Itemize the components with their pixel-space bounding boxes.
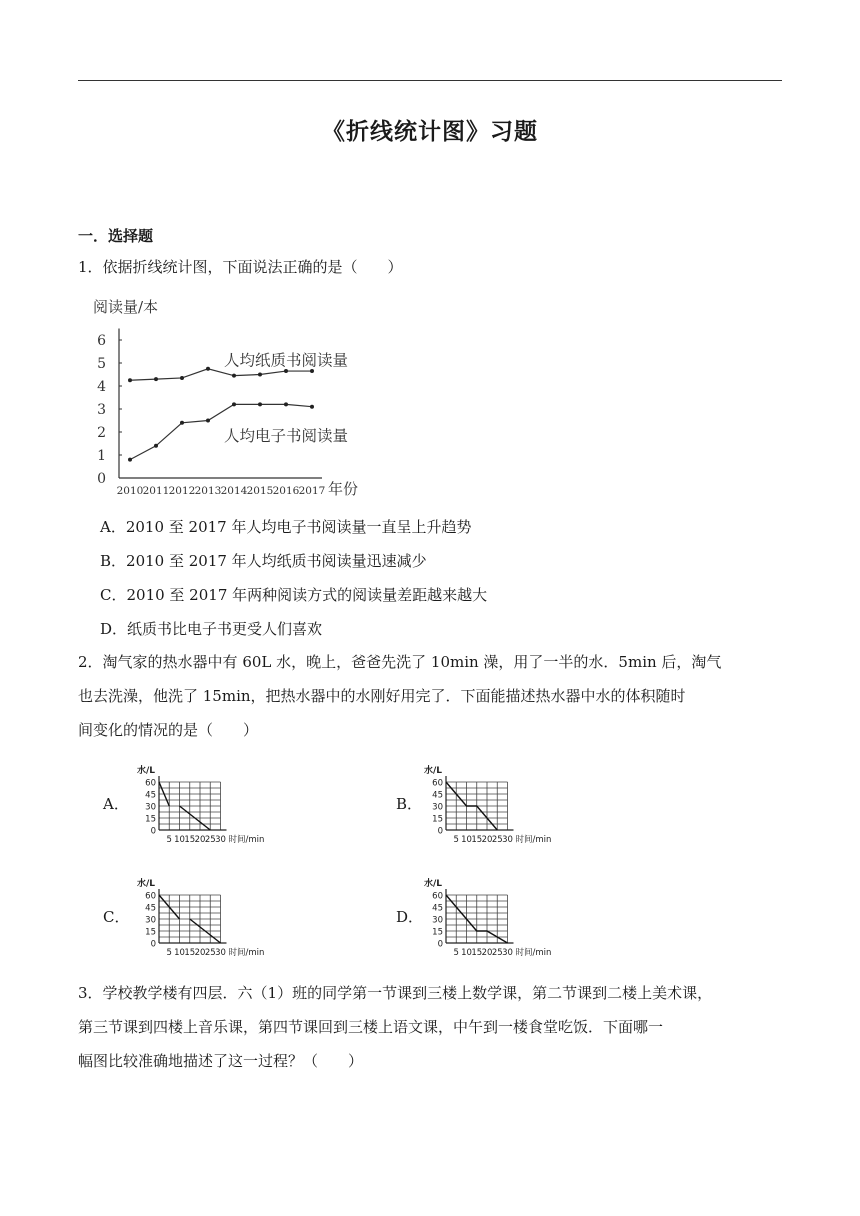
x-tick-label: 2016: [272, 485, 300, 497]
x-tick-label: 10: [461, 948, 472, 958]
y-axis-label: 水/L: [137, 879, 156, 889]
series-label: 人均纸质书阅读量: [224, 351, 349, 370]
water-chart-d: [420, 868, 590, 960]
y-tick-label: 2: [97, 425, 106, 441]
x-tick-label: 20: [481, 948, 493, 958]
question-2-line-1: 2．淘气家的热水器中有 60L 水，晚上，爸爸先洗了 10min 澡，用了一半的水．5min 后，淘气: [78, 653, 722, 671]
y-tick-label: 0: [150, 939, 156, 950]
x-tick-label: 2015: [246, 485, 274, 497]
data-point: [310, 369, 314, 373]
x-tick-label: 2014: [220, 485, 248, 497]
option-b-label: B．: [396, 795, 423, 813]
data-point: [206, 367, 210, 371]
question-3-line-3: 幅图比较准确地描述了这一过程？（ ）: [78, 1052, 364, 1070]
reading-line-chart: [85, 288, 425, 508]
x-tick-label: 20: [481, 835, 493, 845]
y-tick-label: 60: [145, 778, 156, 789]
y-tick-label: 0: [437, 939, 443, 950]
y-tick-label: 0: [150, 826, 156, 837]
y-tick-label: 30: [432, 915, 443, 926]
y-axis-label: 水/L: [424, 879, 443, 889]
x-axis-label: 时间/min: [228, 835, 265, 845]
x-tick-label: 2017: [298, 485, 326, 497]
x-tick-label: 10: [461, 835, 472, 845]
x-tick-label: 2010: [116, 485, 144, 497]
y-tick-label: 45: [145, 790, 156, 801]
data-point: [154, 444, 158, 448]
data-point: [258, 402, 262, 406]
x-tick-label: 15: [471, 835, 483, 845]
x-tick-label: 5: [453, 948, 459, 958]
x-tick-label: 15: [184, 835, 196, 845]
water-chart-c: [133, 868, 303, 960]
data-point: [128, 378, 132, 382]
data-point: [232, 402, 236, 406]
data-point: [284, 402, 288, 406]
y-tick-label: 45: [432, 790, 443, 801]
y-tick-label: 60: [432, 778, 443, 789]
data-point: [258, 373, 262, 377]
x-axis-label: 时间/min: [515, 835, 552, 845]
option-a-label: A．: [103, 795, 129, 813]
y-tick-label: 30: [432, 802, 443, 813]
y-tick-label: 4: [97, 379, 106, 395]
x-tick-label: 2011: [142, 485, 170, 497]
x-tick-label: 15: [471, 948, 483, 958]
x-axis-label: 时间/min: [515, 948, 552, 958]
y-tick-label: 45: [432, 903, 443, 914]
y-tick-label: 15: [145, 927, 156, 938]
x-tick-label: 30: [215, 835, 226, 845]
x-tick-label: 20: [194, 835, 206, 845]
x-tick-label: 15: [184, 948, 196, 958]
x-tick-label: 30: [502, 835, 513, 845]
page-title: 《折线统计图》习题: [322, 118, 538, 145]
y-tick-label: 5: [97, 356, 106, 372]
y-axis-label: 阅读量/本: [93, 298, 159, 316]
x-tick-label: 5: [453, 835, 459, 845]
y-tick-label: 60: [432, 891, 443, 902]
y-tick-label: 30: [145, 802, 156, 813]
question-1-stem: 1．依据折线统计图，下面说法正确的是（ ）: [78, 258, 403, 276]
y-tick-label: 0: [97, 471, 106, 487]
question-1-option-b: B．2010 至 2017 年人均纸质书阅读量迅速减少: [100, 552, 427, 570]
y-tick-label: 15: [432, 927, 443, 938]
data-point: [310, 405, 314, 409]
x-tick-label: 30: [502, 948, 513, 958]
y-tick-label: 0: [437, 826, 443, 837]
question-1-option-a: A．2010 至 2017 年人均电子书阅读量一直呈上升趋势: [100, 518, 472, 536]
x-tick-label: 20: [194, 948, 206, 958]
water-chart-a: [133, 755, 303, 847]
x-axis-label: 年份: [328, 480, 359, 498]
y-tick-label: 45: [145, 903, 156, 914]
x-tick-label: 2012: [168, 485, 196, 497]
data-point: [284, 369, 288, 373]
y-tick-label: 15: [432, 814, 443, 825]
question-2-line-3: 间变化的情况的是（ ）: [78, 721, 259, 739]
x-axis-label: 时间/min: [228, 948, 265, 958]
y-tick-label: 60: [145, 891, 156, 902]
option-c-label: C．: [103, 908, 130, 926]
y-tick-label: 1: [97, 448, 106, 464]
x-tick-label: 30: [215, 948, 226, 958]
question-3-line-2: 第三节课到四楼上音乐课，第四节课回到三楼上语文课，中午到一楼食堂吃饭．下面哪一: [78, 1018, 664, 1036]
data-point: [128, 458, 132, 462]
data-point: [206, 419, 210, 423]
question-2-line-2: 也去洗澡，他洗了 15min，把热水器中的水刚好用完了．下面能描述热水器中水的体积随时: [78, 687, 686, 705]
data-point: [232, 374, 236, 378]
data-point: [180, 421, 184, 425]
series-label: 人均电子书阅读量: [224, 427, 349, 446]
x-tick-label: 25: [204, 835, 216, 845]
option-d-label: D．: [396, 908, 424, 926]
x-tick-label: 10: [174, 835, 185, 845]
x-tick-label: 5: [166, 948, 172, 958]
x-tick-label: 2013: [194, 485, 222, 497]
question-1-option-d: D．纸质书比电子书更受人们喜欢: [100, 620, 323, 638]
y-tick-label: 15: [145, 814, 156, 825]
x-tick-label: 25: [491, 948, 503, 958]
y-tick-label: 30: [145, 915, 156, 926]
data-point: [154, 377, 158, 381]
question-3-line-1: 3．学校教学楼有四层．六（1）班的同学第一节课到三楼上数学课，第二节课到二楼上美术课，: [78, 984, 713, 1002]
x-tick-label: 10: [174, 948, 185, 958]
question-1-option-c: C．2010 至 2017 年两种阅读方式的阅读量差距越来越大: [100, 586, 488, 604]
header-rule: [78, 80, 782, 81]
y-axis-label: 水/L: [424, 766, 443, 776]
y-axis-label: 水/L: [137, 766, 156, 776]
x-tick-label: 25: [491, 835, 503, 845]
data-point: [180, 376, 184, 380]
water-chart-b: [420, 755, 590, 847]
y-tick-label: 6: [97, 333, 106, 349]
x-tick-label: 5: [166, 835, 172, 845]
x-tick-label: 25: [204, 948, 216, 958]
section-title: 一．选择题: [78, 227, 154, 245]
y-tick-label: 3: [97, 402, 106, 418]
